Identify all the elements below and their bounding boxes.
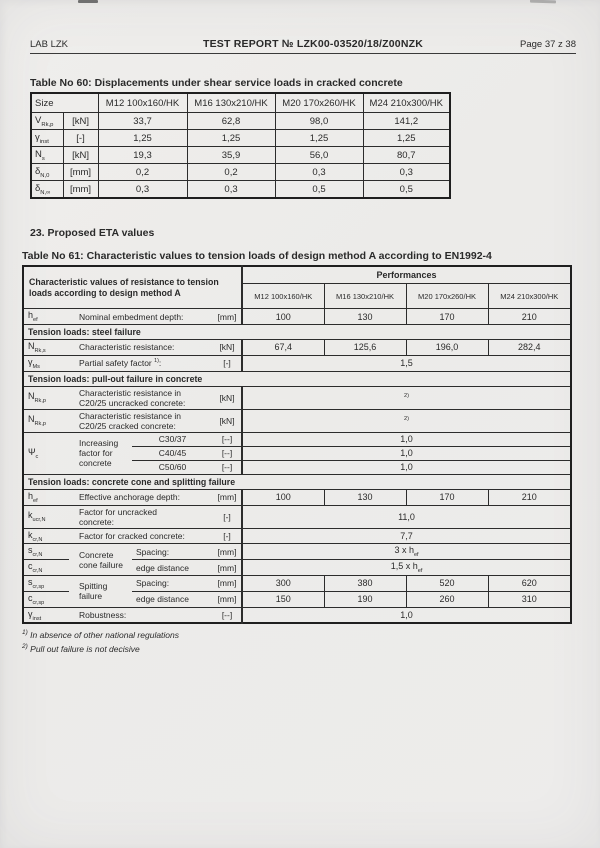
cell-value: 141,2 xyxy=(363,113,450,130)
cell-value: 300 xyxy=(242,575,324,591)
row-unit: [--] xyxy=(213,446,242,460)
row-symbol: $c_{cr,N}$ xyxy=(23,560,69,576)
row-symbol: $\delta_{N,0}$ xyxy=(31,164,63,181)
table60-col-header: M16 130x210/HK xyxy=(187,93,275,113)
cell-value: 0,3 xyxy=(275,164,363,181)
footnote: $^{1)}$ In absence of other national regulations xyxy=(22,629,180,641)
cell-value: 520 xyxy=(406,575,488,591)
table60-row xyxy=(31,147,450,164)
row-label: Spacing: xyxy=(132,575,213,591)
row-unit: [--] xyxy=(213,460,242,474)
row-label: Characteristic resistance in C20/25 uncracked concrete: xyxy=(69,386,213,409)
cell-value: 35,9 xyxy=(187,147,275,164)
table61-col-header: M24 210x300/HK xyxy=(488,284,571,309)
row-symbol: $N_{Rk,p}$ xyxy=(23,386,69,409)
table61-row-hef2 xyxy=(23,489,571,505)
cell-value: 62,8 xyxy=(187,113,275,130)
cell-value: 80,7 xyxy=(363,147,450,164)
table60-col-header: M20 170x260/HK xyxy=(275,93,363,113)
table61-header-row1 xyxy=(23,266,571,284)
cell-value-span: 1,5 xyxy=(242,355,571,371)
table61-row-psi xyxy=(23,432,571,446)
report-title: TEST REPORT № LZK00-03520/18/Z00NZK xyxy=(202,38,423,50)
cell-value: 130 xyxy=(324,309,406,325)
page-content xyxy=(22,38,576,655)
table61-row-hef1 xyxy=(23,309,571,325)
table61 xyxy=(22,265,572,624)
lab-name: LAB LZK xyxy=(30,39,69,50)
table61-row-nrkp-uncracked xyxy=(23,386,571,409)
table61-col-header: M20 170x260/HK xyxy=(406,284,488,309)
row-unit: [mm] xyxy=(63,164,98,181)
table60-row xyxy=(31,113,450,130)
cell-value: 196,0 xyxy=(406,340,488,356)
row-symbol: $k_{ucr,N}$ xyxy=(23,505,69,528)
cell-value-span: 7,7 xyxy=(242,528,571,544)
row-unit: [--] xyxy=(213,432,242,446)
page-number: Page 37 z 38 xyxy=(520,39,576,50)
row-symbol: $s_{cr,sp}$ xyxy=(23,575,69,591)
scan-artifact xyxy=(78,0,98,3)
cell-value-span: 3 x $h_{ef}$ xyxy=(242,544,571,560)
table60-header-row xyxy=(31,93,450,113)
row-label: Characteristic resistance in C20/25 cracked concrete: xyxy=(69,409,213,432)
table61-col-header: M12 100x160/HK xyxy=(242,284,324,309)
row-label: Increasing factor for concrete xyxy=(69,432,132,474)
table61-section-row xyxy=(23,325,571,340)
table60-row xyxy=(31,181,450,199)
footnotes xyxy=(22,628,576,654)
row-unit: [-] xyxy=(63,130,98,147)
row-label: Robustness: xyxy=(69,607,213,623)
cell-value: 100 xyxy=(242,489,324,505)
cell-value: 0,5 xyxy=(275,181,363,199)
row-label: Characteristic resistance: xyxy=(69,340,213,356)
cell-value: 98,0 xyxy=(275,113,363,130)
concrete-grade: C40/45 xyxy=(132,446,213,460)
table60-row xyxy=(31,164,450,181)
table61-title: Table No 61: Characteristic values to tension loads of design method A according to EN1992-4 xyxy=(22,250,492,262)
performances-header: Performances xyxy=(242,266,571,284)
row-symbol: $k_{cr,N}$ xyxy=(23,528,69,544)
cell-value: 150 xyxy=(242,591,324,607)
row-unit: [--] xyxy=(213,607,242,623)
cell-value: 170 xyxy=(406,309,488,325)
cell-value: 1,25 xyxy=(98,130,187,147)
cell-value-span: 1,0 xyxy=(242,607,571,623)
row-unit: [kN] xyxy=(213,340,242,356)
cell-value: 170 xyxy=(406,489,488,505)
cell-value: 190 xyxy=(324,591,406,607)
table61-section-row xyxy=(23,474,571,489)
cell-value: 0,3 xyxy=(363,164,450,181)
table61-row-kucr xyxy=(23,505,571,528)
table61-row-scrsp xyxy=(23,575,571,591)
section-label: Tension loads: steel failure xyxy=(23,325,571,340)
cell-value: 67,4 xyxy=(242,340,324,356)
row-symbol: $\gamma_{Ms}$ xyxy=(23,355,69,371)
section-label: Tension loads: concrete cone and splitting failure xyxy=(23,474,571,489)
failure-group-label: Spitting failure xyxy=(69,575,132,607)
row-label: Spacing: xyxy=(132,544,213,560)
row-unit: [mm] xyxy=(213,575,242,591)
row-unit: [mm] xyxy=(213,544,242,560)
row-unit: [mm] xyxy=(213,309,242,325)
cell-value: 33,7 xyxy=(98,113,187,130)
footnote: $^{2)}$ Pull out failure is not decisive xyxy=(22,642,140,654)
row-unit: [kN] xyxy=(63,147,98,164)
cell-value: 56,0 xyxy=(275,147,363,164)
row-symbol: $\gamma_{inst}$ xyxy=(23,607,69,623)
cell-value: 130 xyxy=(324,489,406,505)
page-header xyxy=(30,38,576,54)
cell-value-span: 1,0 xyxy=(242,432,571,446)
table61-row-nrks xyxy=(23,340,571,356)
row-unit: [mm] xyxy=(213,591,242,607)
table60-title: Table No 60: Displacements under shear service loads in cracked concrete xyxy=(30,77,403,89)
table61-row-kcr xyxy=(23,528,571,544)
table60-col-header: M24 210x300/HK xyxy=(363,93,450,113)
row-symbol: $N_s$ xyxy=(31,147,63,164)
row-symbol: $c_{cr,sp}$ xyxy=(23,591,69,607)
cell-value-span: 1,0 xyxy=(242,460,571,474)
row-unit: [kN] xyxy=(63,113,98,130)
row-unit: [-] xyxy=(213,528,242,544)
cell-value: 310 xyxy=(488,591,571,607)
cell-value: 0,3 xyxy=(187,181,275,199)
section-label: Tension loads: pull-out failure in concrete xyxy=(23,371,571,386)
cell-value: 1,25 xyxy=(187,130,275,147)
cell-value: 282,4 xyxy=(488,340,571,356)
cell-value-span: 1,0 xyxy=(242,446,571,460)
table60-size-label: Size xyxy=(31,93,98,113)
cell-value: 620 xyxy=(488,575,571,591)
row-unit: [mm] xyxy=(213,489,242,505)
cell-value: 0,3 xyxy=(98,181,187,199)
scan-artifact xyxy=(530,0,556,3)
row-symbol: $s_{cr,N}$ xyxy=(23,544,69,560)
cell-value: 210 xyxy=(488,309,571,325)
row-symbol: $V_{Rk,p}$ xyxy=(31,113,63,130)
table61-row-scrn xyxy=(23,544,571,560)
row-label: Nominal embedment depth: xyxy=(69,309,213,325)
table61-section-row xyxy=(23,371,571,386)
cell-value: 260 xyxy=(406,591,488,607)
row-symbol: $\delta_{N,\infty}$ xyxy=(31,181,63,199)
row-symbol: $h_{ef}$ xyxy=(23,489,69,505)
concrete-grade: C30/37 xyxy=(132,432,213,446)
cell-value: 0,2 xyxy=(187,164,275,181)
row-unit: [-] xyxy=(213,505,242,528)
cell-value: 1,25 xyxy=(363,130,450,147)
cell-value: 0,5 xyxy=(363,181,450,199)
concrete-grade: C50/60 xyxy=(132,460,213,474)
cell-value: 0,2 xyxy=(98,164,187,181)
table61-row-gms xyxy=(23,355,571,371)
row-unit: [kN] xyxy=(213,386,242,409)
cell-value: 210 xyxy=(488,489,571,505)
cell-value: 125,6 xyxy=(324,340,406,356)
row-unit: [kN] xyxy=(213,409,242,432)
cell-value: 1,25 xyxy=(275,130,363,147)
row-label: edge distance xyxy=(132,591,213,607)
row-label: Factor for cracked concrete: xyxy=(69,528,213,544)
table60-row xyxy=(31,130,450,147)
row-unit: [mm] xyxy=(213,560,242,576)
cell-value: 380 xyxy=(324,575,406,591)
cell-value: 19,3 xyxy=(98,147,187,164)
table61-corner-header: Characteristic values of resistance to tension loads according to design method A xyxy=(23,266,242,309)
cell-value-span: 11,0 xyxy=(242,505,571,528)
row-label: Effective anchorage depth: xyxy=(69,489,213,505)
table61-row-ginst xyxy=(23,607,571,623)
cell-value-span: 2) xyxy=(242,409,571,432)
row-unit: [-] xyxy=(213,355,242,371)
table61-col-header: M16 130x210/HK xyxy=(324,284,406,309)
table60-col-header: M12 100x160/HK xyxy=(98,93,187,113)
row-symbol: $\gamma_{inst}$ xyxy=(31,130,63,147)
row-label: edge distance xyxy=(132,560,213,576)
row-symbol: $h_{ef}$ xyxy=(23,309,69,325)
cell-value-span: 1,5 x $h_{ef}$ xyxy=(242,560,571,576)
cell-value-span: 2) xyxy=(242,386,571,409)
section-heading: 23. Proposed ETA values xyxy=(30,227,155,239)
table61-row-nrkp-cracked xyxy=(23,409,571,432)
row-unit: [mm] xyxy=(63,181,98,199)
row-label: Partial safety factor $^{1)}$: xyxy=(69,355,213,371)
row-symbol: $N_{Rk,s}$ xyxy=(23,340,69,356)
row-label: Factor for uncracked concrete: xyxy=(69,505,213,528)
row-symbol: $N_{Rk,p}$ xyxy=(23,409,69,432)
cell-value: 100 xyxy=(242,309,324,325)
table60 xyxy=(30,92,451,199)
failure-group-label: Concrete cone failure xyxy=(69,544,132,576)
row-symbol: $\Psi_c$ xyxy=(23,432,69,474)
